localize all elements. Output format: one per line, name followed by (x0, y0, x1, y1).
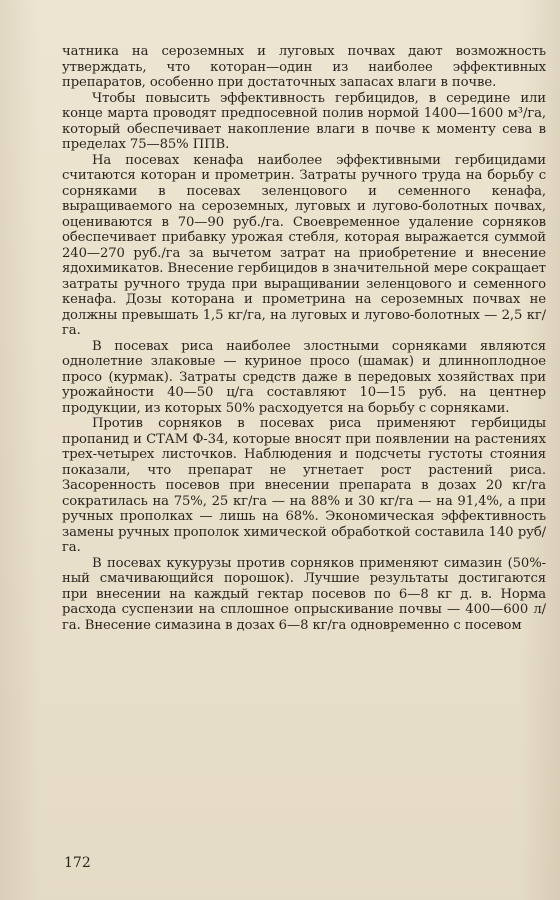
paragraph-irrigation: Чтобы повысить эффективность гербицидов, в середине или конце марта проводят предпосевной полив нормой 1400—1600 м³/га, который обеспечивает накопление влаги в почве к моменту сева в пределах 75—85% ППВ. (62, 90, 546, 152)
paragraph-rice-weeds: В посевах риса наиболее злостными сорняками являются однолетние злаковые — куриное просо (шамак) и длинноплодное просо (курмак). Затраты средств даже в передовых хозяйствах при урожайности 40—50 ц/га составляют 10—15 руб. на центнер продукции, из которых 50% расходуется на борьбу с сорняками. (62, 338, 546, 416)
paragraph-corn: В посевах кукурузы против сорняков применяют симазин (50%-ный смачивающийся порошок). Лучшие результаты достигаются при внесении на каждый гектар посевов по 6—8 кг д. в. Норма расхода суспензии на сплошное опрыскивание почвы — 400—600 л/га. Внесение симазина в дозах 6—8 кг/га одновременно с посевом (62, 555, 546, 633)
page-text (62, 44, 546, 633)
paragraph-continuation: чатника на сероземных и луговых почвах дают возможность утверждать, что которан—один из наиболее эффективных препаратов, особенно при достаточных запасах влаги в почве. (62, 44, 546, 90)
page-number: 172 (64, 855, 91, 871)
paragraph-kenaf: На посевах кенафа наиболее эффективными гербицидами считаются которан и прометрин. Затраты ручного труда на борьбу с сорняками в посевах зеленцового и семенного кенафа, выращиваемого на сероземных, луговых и лугово-болотных почвах, оцениваются в 70—90 руб./га. Своевременное удаление сорняков обеспечивает прибавку урожая стебля, которая выражается суммой 240—270 руб./га за вычетом затрат на приобретение и внесение ядохимикатов. Внесение гербицидов в значительной мере сокращает затраты ручного труда при выращивании зеленцового и семенного кенафа. Дозы которана и прометрина на сероземных почвах не должны превышать 1,5 кг/га, на луговых и лугово-болотных — 2,5 кг/га. (62, 152, 546, 338)
paragraph-rice-herbicides: Против сорняков в посевах риса применяют гербициды пропанид и СТАМ Ф-34, которые вносят при появлении на растениях трех-четырех листочков. Наблюдения и подсчеты густоты стояния показали, что препарат не угнетает рост растений риса. Засоренность посевов при внесении препарата в дозах 20 кг/га сократилась на 75%, 25 кг/га — на 88% и 30 кг/га — на 91,4%, а при ручных прополках — лишь на 68%. Экономическая эффективность замены ручных прополок химической обработкой составила 140 руб/га. (62, 416, 546, 555)
